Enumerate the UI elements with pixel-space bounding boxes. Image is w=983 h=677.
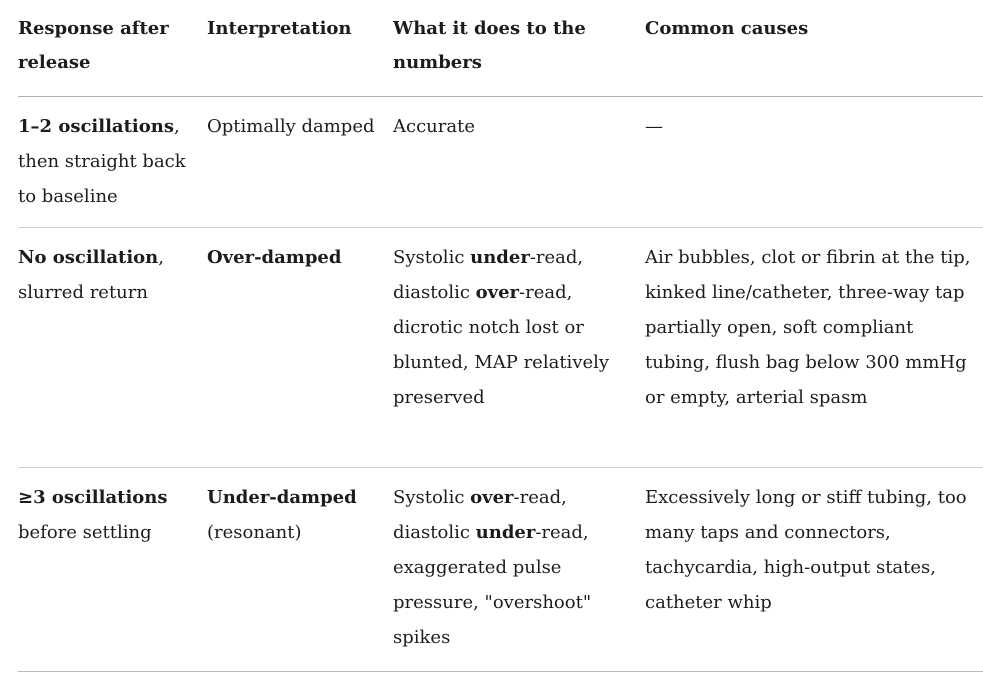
numbers-emphasis: over xyxy=(470,486,514,508)
table-row xyxy=(18,227,983,467)
table-header xyxy=(18,0,983,96)
cell-response xyxy=(18,467,207,671)
response-text: , slurred return xyxy=(18,246,164,303)
numbers-emphasis: under xyxy=(470,246,530,268)
numbers-text: Systolic xyxy=(393,486,471,508)
causes-text: Air bubbles, clot or fibrin at the tip, kinked line/catheter, three-way tap partially open, soft compliant tubing, flush bag below 300 mmHg or empty, arterial spasm xyxy=(645,246,971,408)
cell-numbers xyxy=(393,467,645,671)
numbers-text: -read, diastolic xyxy=(393,486,567,543)
interpretation-emphasis: Over-damped xyxy=(207,246,342,268)
numbers-text: -read, dicrotic notch lost or blunted, MAP relatively preserved xyxy=(393,281,610,408)
causes-text: Excessively long or stiff tubing, too many taps and connectors, tachycardia, high-output states, catheter whip xyxy=(645,486,967,613)
response-text: , then straight back to baseline xyxy=(18,115,186,207)
header-numbers: What it does to the numbers xyxy=(393,18,586,73)
interpretation-text: (resonant) xyxy=(207,521,302,543)
header-row xyxy=(18,0,983,96)
numbers-emphasis: under xyxy=(475,521,536,543)
numbers-text: -read, diastolic xyxy=(393,246,584,303)
response-emphasis: ≥3 oscillations xyxy=(18,486,168,508)
cell-response xyxy=(18,96,207,227)
numbers-text: Accurate xyxy=(393,115,475,137)
cell-response xyxy=(18,227,207,467)
table-row xyxy=(18,467,983,671)
header-causes: Common causes xyxy=(645,18,809,39)
cell-numbers xyxy=(393,96,645,227)
cell-numbers xyxy=(393,227,645,467)
table-body xyxy=(18,96,983,671)
damping-response-table xyxy=(18,0,983,672)
numbers-text: Systolic xyxy=(393,246,471,268)
header-response: Response after release xyxy=(18,18,169,73)
interpretation-emphasis: Under-damped xyxy=(207,486,357,508)
cell-interpretation xyxy=(207,467,393,671)
cell-causes xyxy=(645,96,983,227)
header-interpretation: Interpretation xyxy=(207,18,352,39)
interpretation-text: Optimally damped xyxy=(207,115,375,137)
numbers-emphasis: over xyxy=(475,281,520,303)
response-emphasis: No oscillation xyxy=(18,246,159,268)
cell-causes xyxy=(645,467,983,671)
causes-text: — xyxy=(645,115,663,137)
response-emphasis: 1–2 oscillations xyxy=(18,115,174,137)
cell-interpretation xyxy=(207,227,393,467)
cell-causes xyxy=(645,227,983,467)
cell-interpretation xyxy=(207,96,393,227)
numbers-text: -read, exaggerated pulse pressure, "overshoot" spikes xyxy=(393,521,592,648)
response-text: before settling xyxy=(18,521,152,543)
table-row xyxy=(18,96,983,227)
